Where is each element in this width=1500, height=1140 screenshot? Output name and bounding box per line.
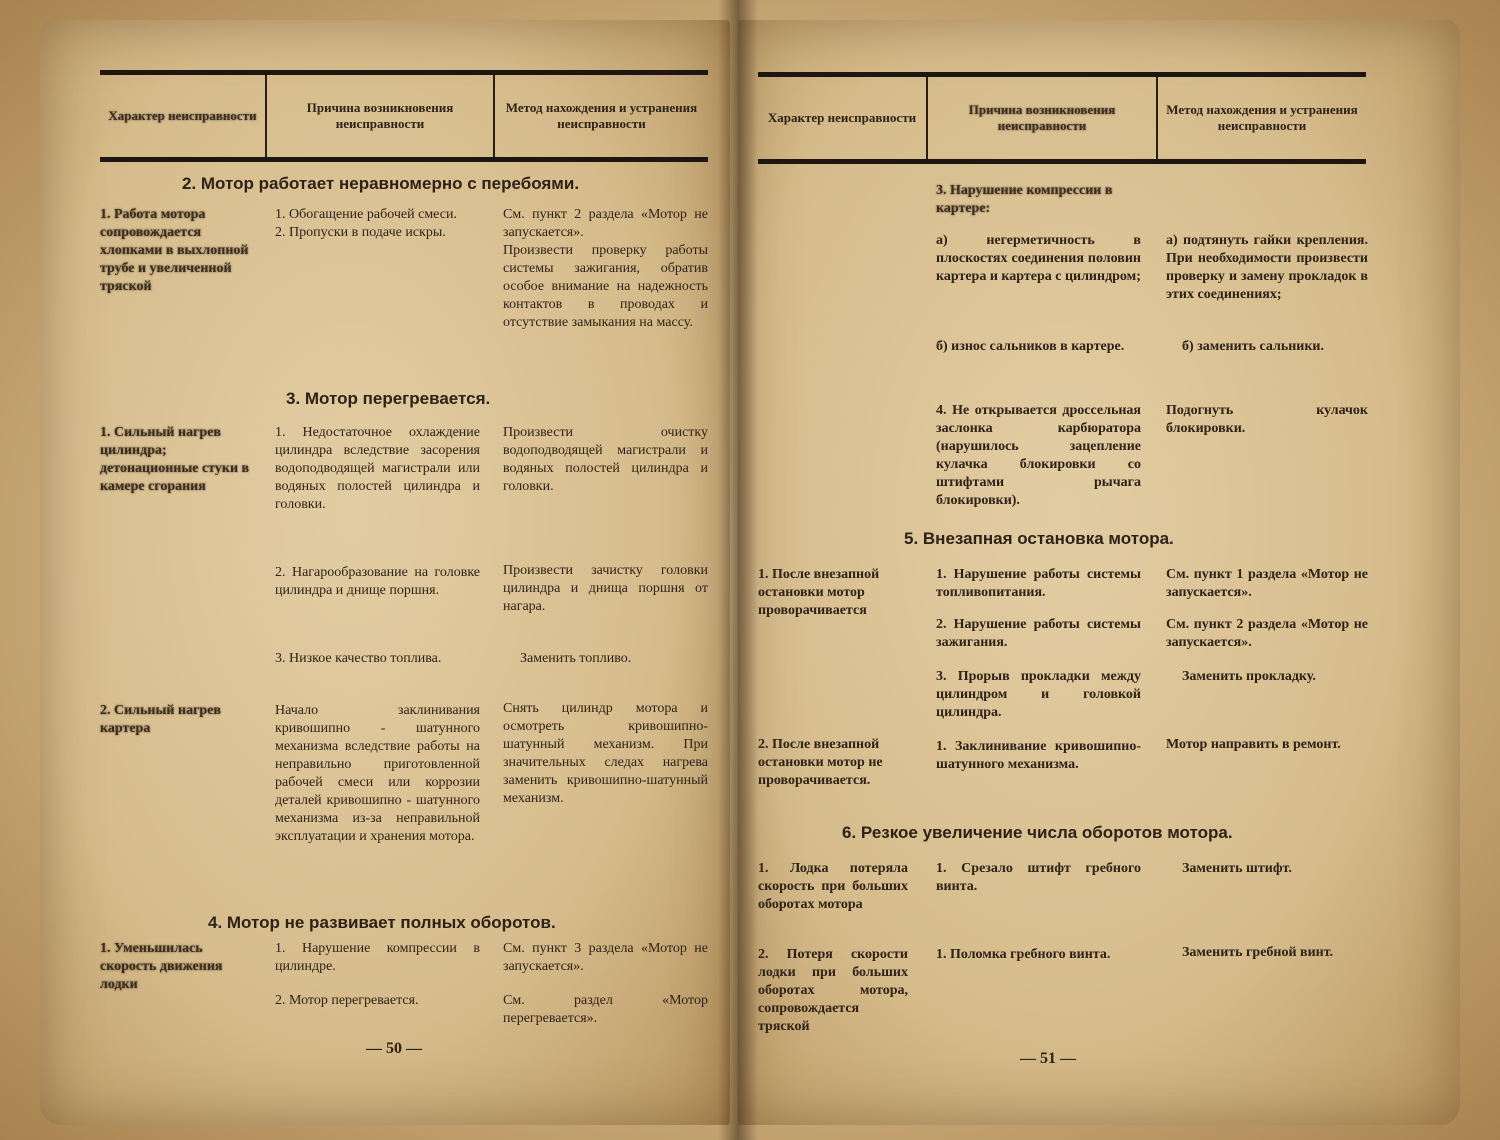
s6-r2-fault: 2. Потеря скорости лодки при больших оборотах мотора, сопровождается тряской xyxy=(758,947,908,1034)
s2-fault: 1. Работа мотора сопровождается хлопками в выхлопной трубе и увеличенной тряской xyxy=(100,207,249,294)
book-gutter xyxy=(718,0,758,1140)
right-page-number: — 51 — xyxy=(1020,1050,1076,1067)
s3-fault-a: 1. Сильный нагрев цилиндра; детонационные стуки в камере сгорания xyxy=(100,425,250,494)
s5-r2-method: См. пункт 2 раздела «Мотор не запускается». xyxy=(1166,617,1368,650)
s3-r1-cause: 1. Недостаточное охлаждение цилиндра вследствие засорения водоподводящей магистрали или водяных полостей цилиндра и головки. xyxy=(275,425,480,512)
r3-cause: 4. Не открывается дроссельная заслонка карбюратора (нарушилось зацепление кулачка блокировки со штифтами рычага блокировки). xyxy=(936,403,1141,508)
s5-fault-b: 2. После внезапной остановки мотор не проворачивается. xyxy=(758,737,883,788)
s5-r1-method: См. пункт 1 раздела «Мотор не запускается». xyxy=(1166,567,1368,600)
s3-r4-cause: Начало заклинивания кривошипно - шатунного механизма вследствие работы на неправильно приготовленной рабочей смеси или коррозии деталей кривошипно - шатунного механизма из-за неправильной эксплуатации и хранения мотора. xyxy=(275,703,480,844)
section-6-title: 6. Резкое увеличение числа оборотов мотора. xyxy=(842,823,1233,842)
s5-r1-cause: 1. Нарушение работы системы топливопитания. xyxy=(936,567,1141,600)
header-col-cause: Причина возникновения неисправности xyxy=(926,77,1156,159)
s5-r4-method: Мотор направить в ремонт. xyxy=(1166,737,1341,752)
header-col-fault: Характер неисправности xyxy=(767,110,917,126)
s4-r1-cause: 1. Нарушение компрессии в цилиндре. xyxy=(275,941,480,974)
s5-r3-method: Заменить прокладку. xyxy=(1182,669,1316,684)
s6-r2-method: Заменить гребной винт. xyxy=(1182,945,1334,960)
section-2-title: 2. Мотор работает неравномерно с перебоями. xyxy=(182,174,580,193)
s5-r2-cause: 2. Нарушение работы системы зажигания. xyxy=(936,617,1141,650)
right-table-header xyxy=(758,72,1366,164)
s3-r4-method: Снять цилиндр мотора и осмотреть кривошипно-шатунный механизм. При значительных следах нагрева заменить кривошипно-шатунный механизм. xyxy=(503,701,708,806)
s3-r3-method: Заменить топливо. xyxy=(520,651,632,666)
r3-method: Подогнуть кулачок блокировки. xyxy=(1166,403,1368,436)
s2-method-b: Произвести проверку работы системы зажигания, обратив особое внимание на надежность контактов в проводах и отсутствие замыкания на массу. xyxy=(503,243,708,330)
s4-r1-method: См. пункт 3 раздела «Мотор не запускается». xyxy=(503,941,708,974)
r0-cause: 3. Нарушение компрессии в картере: xyxy=(936,183,1113,216)
s4-r2-method: См. раздел «Мотор перегревается». xyxy=(503,993,708,1026)
r1-method: а) подтянуть гайки крепления. При необходимости произвести проверку и замену прокладок в этих соединениях; xyxy=(1166,233,1368,302)
s6-r1-cause: 1. Срезало штифт гребного винта. xyxy=(936,861,1141,894)
header-col-method: Метод нахождения и устранения неисправности xyxy=(493,75,708,157)
r2-cause: б) износ сальников в картере. xyxy=(936,339,1125,354)
header-col-fault: Характер неисправности xyxy=(108,108,257,124)
s4-r2-cause: 2. Мотор перегревается. xyxy=(275,993,419,1008)
s5-fault-a: 1. После внезапной остановки мотор проворачивается xyxy=(758,567,880,618)
s3-r2-method: Произвести зачистку головки цилиндра и днища поршня от нагара. xyxy=(503,563,708,614)
s6-r2-cause: 1. Поломка гребного винта. xyxy=(936,947,1111,962)
s2-method-a: См. пункт 2 раздела «Мотор не запускается». xyxy=(503,207,708,240)
left-page-number: — 50 — xyxy=(366,1040,422,1057)
s5-r4-cause: 1. Заклинивание кривошипно-шатунного механизма. xyxy=(936,739,1141,772)
section-5-title: 5. Внезапная остановка мотора. xyxy=(904,529,1174,548)
s3-r2-cause: 2. Нагарообразование на головке цилиндра и днище поршня. xyxy=(275,565,480,598)
left-table-header xyxy=(100,70,708,162)
s5-r3-cause: 3. Прорыв прокладки между цилиндром и головкой цилиндра. xyxy=(936,669,1141,720)
s3-r1-method: Произвести очистку водоподводящей магистрали и водяных полостей цилиндра и головки. xyxy=(503,425,708,494)
header-col-cause: Причина возникновения неисправности xyxy=(265,75,493,157)
s3-r3-cause: 3. Низкое качество топлива. xyxy=(275,651,442,666)
header-col-method: Метод нахождения и устранения неисправности xyxy=(1156,77,1366,159)
r1-cause: а) негерметичность в плоскостях соединения половин картера и картера с цилиндром; xyxy=(936,233,1141,284)
r2-method: б) заменить сальники. xyxy=(1182,339,1324,354)
s6-r1-fault: 1. Лодка потеряла скорость при больших оборотах мотора xyxy=(758,861,908,912)
s3-fault-b: 2. Сильный нагрев картера xyxy=(100,703,221,736)
section-3-title: 3. Мотор перегревается. xyxy=(286,389,491,408)
section-4-title: 4. Мотор не развивает полных оборотов. xyxy=(208,913,556,932)
s6-r1-method: Заменить штифт. xyxy=(1182,861,1292,876)
s4-fault: 1. Уменьшилась скорость движения лодки xyxy=(100,941,223,992)
s2-cause: 1. Обогащение рабочей смеси. 2. Пропуски в подаче искры. xyxy=(275,207,457,240)
